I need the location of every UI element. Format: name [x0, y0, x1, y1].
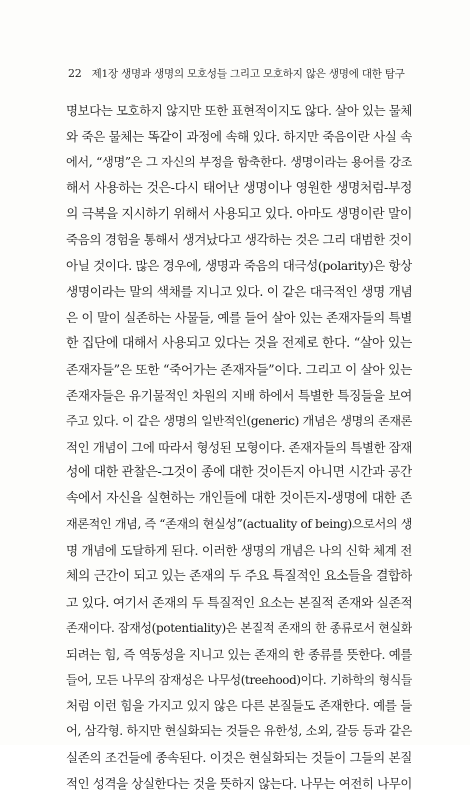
chapter-title: 제1장 생명과 생명의 모호성들 그리고 모호하지 않은 생명에 대한 탐구 — [91, 68, 405, 80]
text-line: 재론적인 개념, 즉 “존재의 현실성”(actuality of being)으로서의 생 — [66, 517, 412, 532]
running-head — [68, 66, 408, 81]
text-line: 은 이 말이 실존하는 사물들, 예를 들어 살아 있는 존재자들의 특별 — [66, 310, 412, 326]
text-line: 속에서 자신을 실현하는 개인들에 대한 것이든지-생명에 대한 존 — [66, 491, 412, 507]
text-line: 성에 대한 관찰은-그것이 종에 대한 것이든지 아니면 시간과 공간 — [66, 465, 412, 481]
text-line: 명 개념에 도달하게 된다. 이러한 생명의 개념은 나의 신학 체계 전 — [66, 543, 412, 559]
text-line: 되려는 힘, 즉 역동성을 지니고 있는 존재의 한 종류를 뜻한다. 예를 — [66, 646, 412, 662]
text-line: 생명이라는 말의 색채를 지니고 있다. 이 같은 대극적인 생명 개념 — [66, 284, 412, 300]
text-line: 존재자들은 유기물적인 차원의 지배 하에서 특별한 특징들을 보여 — [66, 387, 412, 403]
text-line: 체의 근간이 되고 있는 존재의 두 주요 특질적인 요소들을 결합하 — [66, 569, 412, 585]
text-line: 한 집단에 대해서 사용되고 있다는 것을 전제로 한다. “살아 있는 — [66, 336, 412, 352]
text-line: 실존의 조건들에 종속된다. 이것은 현실화되는 것들이 그들의 본질 — [66, 750, 412, 766]
text-line: 존재이다. 잠재성(potentiality)은 본질적 존재의 한 종류로서 현실화 — [66, 620, 412, 635]
text-line: 의 극복을 지시하기 위해서 사용되고 있다. 아마도 생명이란 말이 — [66, 206, 412, 222]
text-line: 명보다는 모호하지 않지만 또한 표현적이지도 않다. 살아 있는 물체 — [66, 103, 412, 118]
text-line: 고 있다. 여기서 존재의 두 특질적인 요소는 본질적 존재와 실존적 — [66, 594, 412, 610]
text-line: 적인 개념이 그에 따라서 형성된 모형이다. 존재자들의 특별한 잠재 — [66, 439, 412, 455]
text-line: 아닐 것이다. 많은 경우에, 생명과 죽음의 대극성(polarity)은 항상 — [66, 258, 412, 274]
body-text — [66, 98, 412, 797]
page-number: 22 — [68, 67, 82, 80]
text-line: 존재자들”은 또한 “죽어가는 존재자들”이다. 그리고 이 살아 있는 — [66, 361, 412, 377]
text-line: 처럼 이런 힘을 가지고 있지 않은 다른 본질들도 존재한다. 예를 들 — [66, 698, 412, 714]
text-line: 주고 있다. 이 같은 생명의 일반적인(generic) 개념은 생명의 존재론 — [66, 413, 412, 428]
text-line: 에서, “생명”은 그 자신의 부정을 함축한다. 생명이라는 용어를 강조 — [66, 154, 412, 169]
text-line: 죽음의 경험을 통해서 생겨났다고 생각하는 것은 그리 대범한 것이 — [66, 232, 412, 248]
text-line: 해서 사용하는 것은-다시 태어난 생명이나 영원한 생명처럼-부정 — [66, 180, 412, 196]
text-line: 와 죽은 물체는 똑같이 과정에 속해 있다. 하지만 죽음이란 사실 속 — [66, 128, 412, 144]
text-line: 어, 삼각형. 하지만 현실화되는 것들은 유한성, 소외, 갈등 등과 같은 — [66, 724, 412, 739]
text-line: 적인 성격을 상실한다는 것을 뜻하지 않는다. 나무는 여전히 나무이 — [66, 776, 412, 792]
text-line: 들어, 모든 나무의 잠재성은 나무성(treehood)이다. 기하학의 형식들 — [66, 672, 412, 687]
